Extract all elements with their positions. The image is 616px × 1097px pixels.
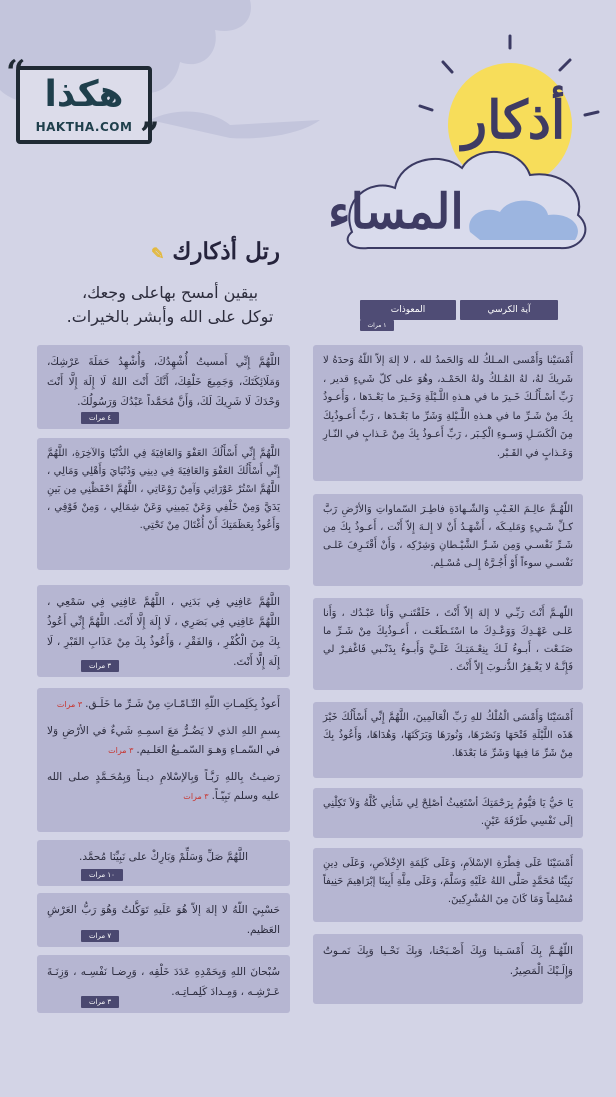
feather-icon: ✎ xyxy=(150,244,165,263)
subtitle-line-2: توكل على الله وأبشر بالخيرات. xyxy=(66,307,274,326)
dhikr-text: اللَّهُمَّ عَافِنِي فِي بَدَنِي ، اللَّهُمَّ عَافِنِي فِي سَمْعِي ، اللَّهُمَّ عَافِنِي فِي بَصَرِي ، لَا إِلَهَ إِلَّا أَنْتَ. اللَّهُمَّ إِنِّي أَعُوذُ بِكَ مِنَ الْكُفْرِ ، وَالفَقْرِ ، وَأَعُوذُ بِكَ مِنْ عَذَابِ القَبْرِ ، لَا إِلَهَ إِلَّا أَنْتَ. xyxy=(47,596,280,668)
dhikr-text: سُبْحانَ اللهِ وَبِحَمْدِهِ عَدَدَ خَلْقِه ، وَرِضـا نَفْسِـه ، وَزِنَـةَ عَـرْشِـه ، وَمِـدادَ كَلِمـاتِـه. xyxy=(47,966,280,998)
repeat-count-badge: ٤ مرات xyxy=(81,412,119,424)
subtitle-heading xyxy=(90,232,280,272)
repeat-count-badge: ١٠ مرات xyxy=(81,869,123,881)
right-card-3 xyxy=(313,598,583,690)
right-card-7 xyxy=(313,934,583,1004)
dhikr-text: أَمْسَيْنَا وَأَمْسَى الْمُلْكُ للهِ رَبِّ الْعَالَمِينَ، اللَّهُمَّ إِنِّي أَسْأَلُكَ خَيْرَ هَذَه اللَّيْلَةِ فَتْحَهَا وَنَصْرَهَا، وَنُورَهَا وَبَرَكَتَهَا، وَهُدَاهَا، وَأَعُوذُ بِكَ مِنْ شَرِّ مَا فِيهَا وَشَرِّ مَا بَعْدَهَا. xyxy=(323,712,573,759)
logo-arabic-text: هكذا xyxy=(44,74,124,115)
dhikr-text: اللَّهُمَّ إِنِّي أَسْأَلُكَ العَفْوَ وَالعَافِيَةَ فِي الدُّنْيَا وَالآخِرَةِ، اللَّهُمَّ إِنِّي أَسْأَلُكَ العَفْوَ وَالعَافِيَةَ فِي دِينِي وَدُنْيَايَ وَأَهْلِي وَمَالِي ، اللَّهُمَّ اسْتُرْ عَوْرَاتِي وَآمِنْ رَوْعَاتِي ، اللَّهُمَّ احْفَظْنِي مِن بَينِ يَدَيَّ وَمِنْ خَلْفِي وَعَنْ يَمِينِي وَعَنْ شِمَالِي ، وَمِنْ فَوْقِي ، وَأَعُوذُ بِعَظَمَتِكَ أَنْ أُغْتَالَ مِنْ تَحْتِي. xyxy=(47,448,280,531)
left-card-1 xyxy=(37,345,290,429)
dhikr-text: اللّهُـمَّ بِكَ أَمْسَـينا وَبِكَ أَصْـبَحْنا، وَبِكَ نَحْـيا وَبِكَ نَمـوتُ وَإِلَـيْكَ الْمَصِيرُ. xyxy=(323,945,573,977)
left-card-4 xyxy=(37,688,290,832)
right-card-2 xyxy=(313,494,583,586)
repeat-count-inline: ٣ مرات xyxy=(183,792,209,801)
right-card-5 xyxy=(313,788,583,838)
subtitle-line-1: بيقين أمسح بهاعلى وجعك، xyxy=(81,283,259,302)
tab-almuawwidhat[interactable]: المعوذات xyxy=(360,300,456,320)
repeat-count-inline: ٣ مرات xyxy=(56,700,83,709)
repeat-count-inline: ٣ مرات xyxy=(108,746,134,755)
dhikr-text: بِسمِ اللهِ الذي لا يَضُـرُّ مَعَ اسمِـهِ شَيءٌ في الأرْضِ وَلا في السّمـاءِ وَهـوَ السّمـيعُ العَلـيم. xyxy=(47,725,280,756)
title-line-2: المساء xyxy=(328,184,464,240)
title-line-1: أذكار xyxy=(462,90,566,151)
tab-ayat-alkursi[interactable]: آية الكرسي xyxy=(460,300,558,320)
dhikr-line-1 xyxy=(47,695,280,714)
dhikr-text: أَعوذُ بِكَلِمـاتِ اللّهِ التّـامّـاتِ مِنْ شَـرِّ ما خَلَـق. xyxy=(85,698,280,710)
left-card-2 xyxy=(37,438,290,570)
dhikr-text: حَسْبِيَ اللّهُ لا إلهَ إلاّ هُوَ عَلَيهِ تَوَكَّلتُ وَهُوَ رَبُّ العَرْشِ العَظيم. xyxy=(47,904,280,936)
left-card-3 xyxy=(37,585,290,677)
dhikr-text: أَمْسَيْنَا عَلَى فِطْرَةِ الإسْلاَمِ، وَعَلَى كَلِمَةِ الإِخْلاَصِ، وَعَلَى دِينِ نَبِيِّنَا مُحَمَّدٍ صَلَّى اللهُ عَلَيْهِ وَسَلَّمَ، وَعَلَى مِلَّةِ أَبِينَا إبْرَاهِيمَ حَنِيفاً مُسْلِماً وَمَا كَانَ مِنَ المُشْرِكِينَ. xyxy=(323,858,573,905)
dhikr-text: اللّهـمَّ أَنْتَ رَبِّـي لا إلهَ إلاّ أَنْتَ ، خَلَقْتَنـي وَأَنا عَبْـدُك ، وَأَنا عَلـى عَهْـدِكَ وَوَعْـدِكَ ما اسْتَـطَعْـت ، أَعـوذُبِكَ مِنْ شَـرِّ ما صَنَـعْت ، أَبـوءُ لَـكَ بِنِعْـمَتِـكَ عَلَـيَّ وَأَبـوءُ بِذَنْـبي فَاغْفـِرْ لي فَإِنَّـهُ لا يَغْـفِرُ الذُّنـوبَ إِلاّ أَنْتَ . xyxy=(323,608,573,673)
dhikr-line-3 xyxy=(47,768,280,806)
side-cloud-shape xyxy=(150,112,320,139)
dhikr-text: رَضيـتُ بِاللهِ رَبَّـاً وَبِالإسْلامِ ديـناً وَبِمُحَـمَّدٍ صلى الله عليه وسلم نَبِيّـاً. xyxy=(47,771,280,802)
open-quote-icon: “ xyxy=(6,53,26,93)
repeat-count-badge: ٧ مرات xyxy=(81,930,119,942)
left-card-5 xyxy=(37,840,290,886)
repeat-count-badge: ٣ مرات xyxy=(81,660,119,672)
right-card-6 xyxy=(313,848,583,922)
dhikr-text: اللَّهُمَّ صَلِّ وَسَلِّمْ وَبَارِكْ على نَبِيِّنَا مُحمَّد. xyxy=(78,851,248,863)
subtitle-heading-text: رتل أذكارك xyxy=(172,238,280,265)
tabs-count-badge: ١ مرات xyxy=(360,320,394,331)
right-card-4 xyxy=(313,702,583,778)
repeat-count-badge: ٣ مرات xyxy=(81,996,119,1008)
dhikr-text: أَمْسَيْنا وَأَمْسى المـلكُ لله وَالحَمدُ لله ، لا إلهَ إلاّ اللّهُ وَحدَهُ لا شَريكَ لهُ، لهُ المُـلكُ ولهُ الحَمْـد، وهُوَ على كلّ شَيءٍ قدير ، رَبِّ أسْـأَلُـكَ خَـيرَ ما في هـذهِ اللَّـيْلَةِ وَخَـيرَ ما بَعْـدَها ، وَأَعـوذُ بِكَ مِنْ شَـرِّ ما في هـذهِ اللَّـيْلةِ وَشَرِّ ما بَعْـدَها ، رَبِّ أَعـوذُبِكَ مِنَ الْكَسَـلِ وَسـوءِ الْكِـبَر ، رَبِّ أَعـوذُ بِكَ مِنْ عَـذابٍ في النّـارِ وَعَـذابٍ في القَـبْر. xyxy=(323,355,573,459)
right-card-1 xyxy=(313,345,583,481)
logo[interactable] xyxy=(16,66,152,144)
dhikr-line-2 xyxy=(47,722,280,760)
close-quote-icon: ” xyxy=(140,115,160,155)
left-card-6 xyxy=(37,893,290,947)
dhikr-text: اللَّهُمَّ إِنِّي أَمسيتُ أُشْهِدُكَ، وَأُشْهِدُ حَمَلَةَ عَرْشِكَ، وَمَلَائِكَتَكَ، وَجَمِيعَ خَلْقِكَ، أَنَّكَ أَنْتَ اللهُ لَا إِلَهَ إِلَّا أَنْتَ وَحْدَكَ لَا شَرِيكَ لَكَ، وَأَنَّ مُحَمَّداً عَبْدُكَ وَرَسُولُكَ. xyxy=(47,356,280,408)
dhikr-text: اللّهُـمَّ عالِـمَ الغَـيْبِ وَالشّـهادَةِ فاطِـرَ السّماواتِ وَالأرْضِ رَبَّ كـلِّ شَـيءٍ وَمَليـكَه ، أَشْهَـدُ أَنْ لا إِلـهَ إِلاّ أَنْت ، أَعـوذُ بِكَ مِن شَـرِّ نَفْسـي وَمِن شَـرِّ الشَّيْـطانِ وَشِرْكِه ، وَأَنْ أَقْتَـرِفَ عَلـى نَفْسـي سوءاً أَوْ أَجُـرَّهُ إِلـى مُسْـلِم. xyxy=(323,504,573,569)
logo-english-text: HAKTHA.COM xyxy=(35,120,133,134)
dhikr-text: يَا حَيُّ يَا قيُّومُ بِرَحْمَتِكَ أسْتَغِيثُ أصْلِحْ لِي شَأنِي كُلَّهُ وَلاَ تَكِلْنِي إلَى نَفْسِي طَرْفَةَ عَيْنٍ. xyxy=(323,798,573,827)
left-card-7 xyxy=(37,955,290,1013)
